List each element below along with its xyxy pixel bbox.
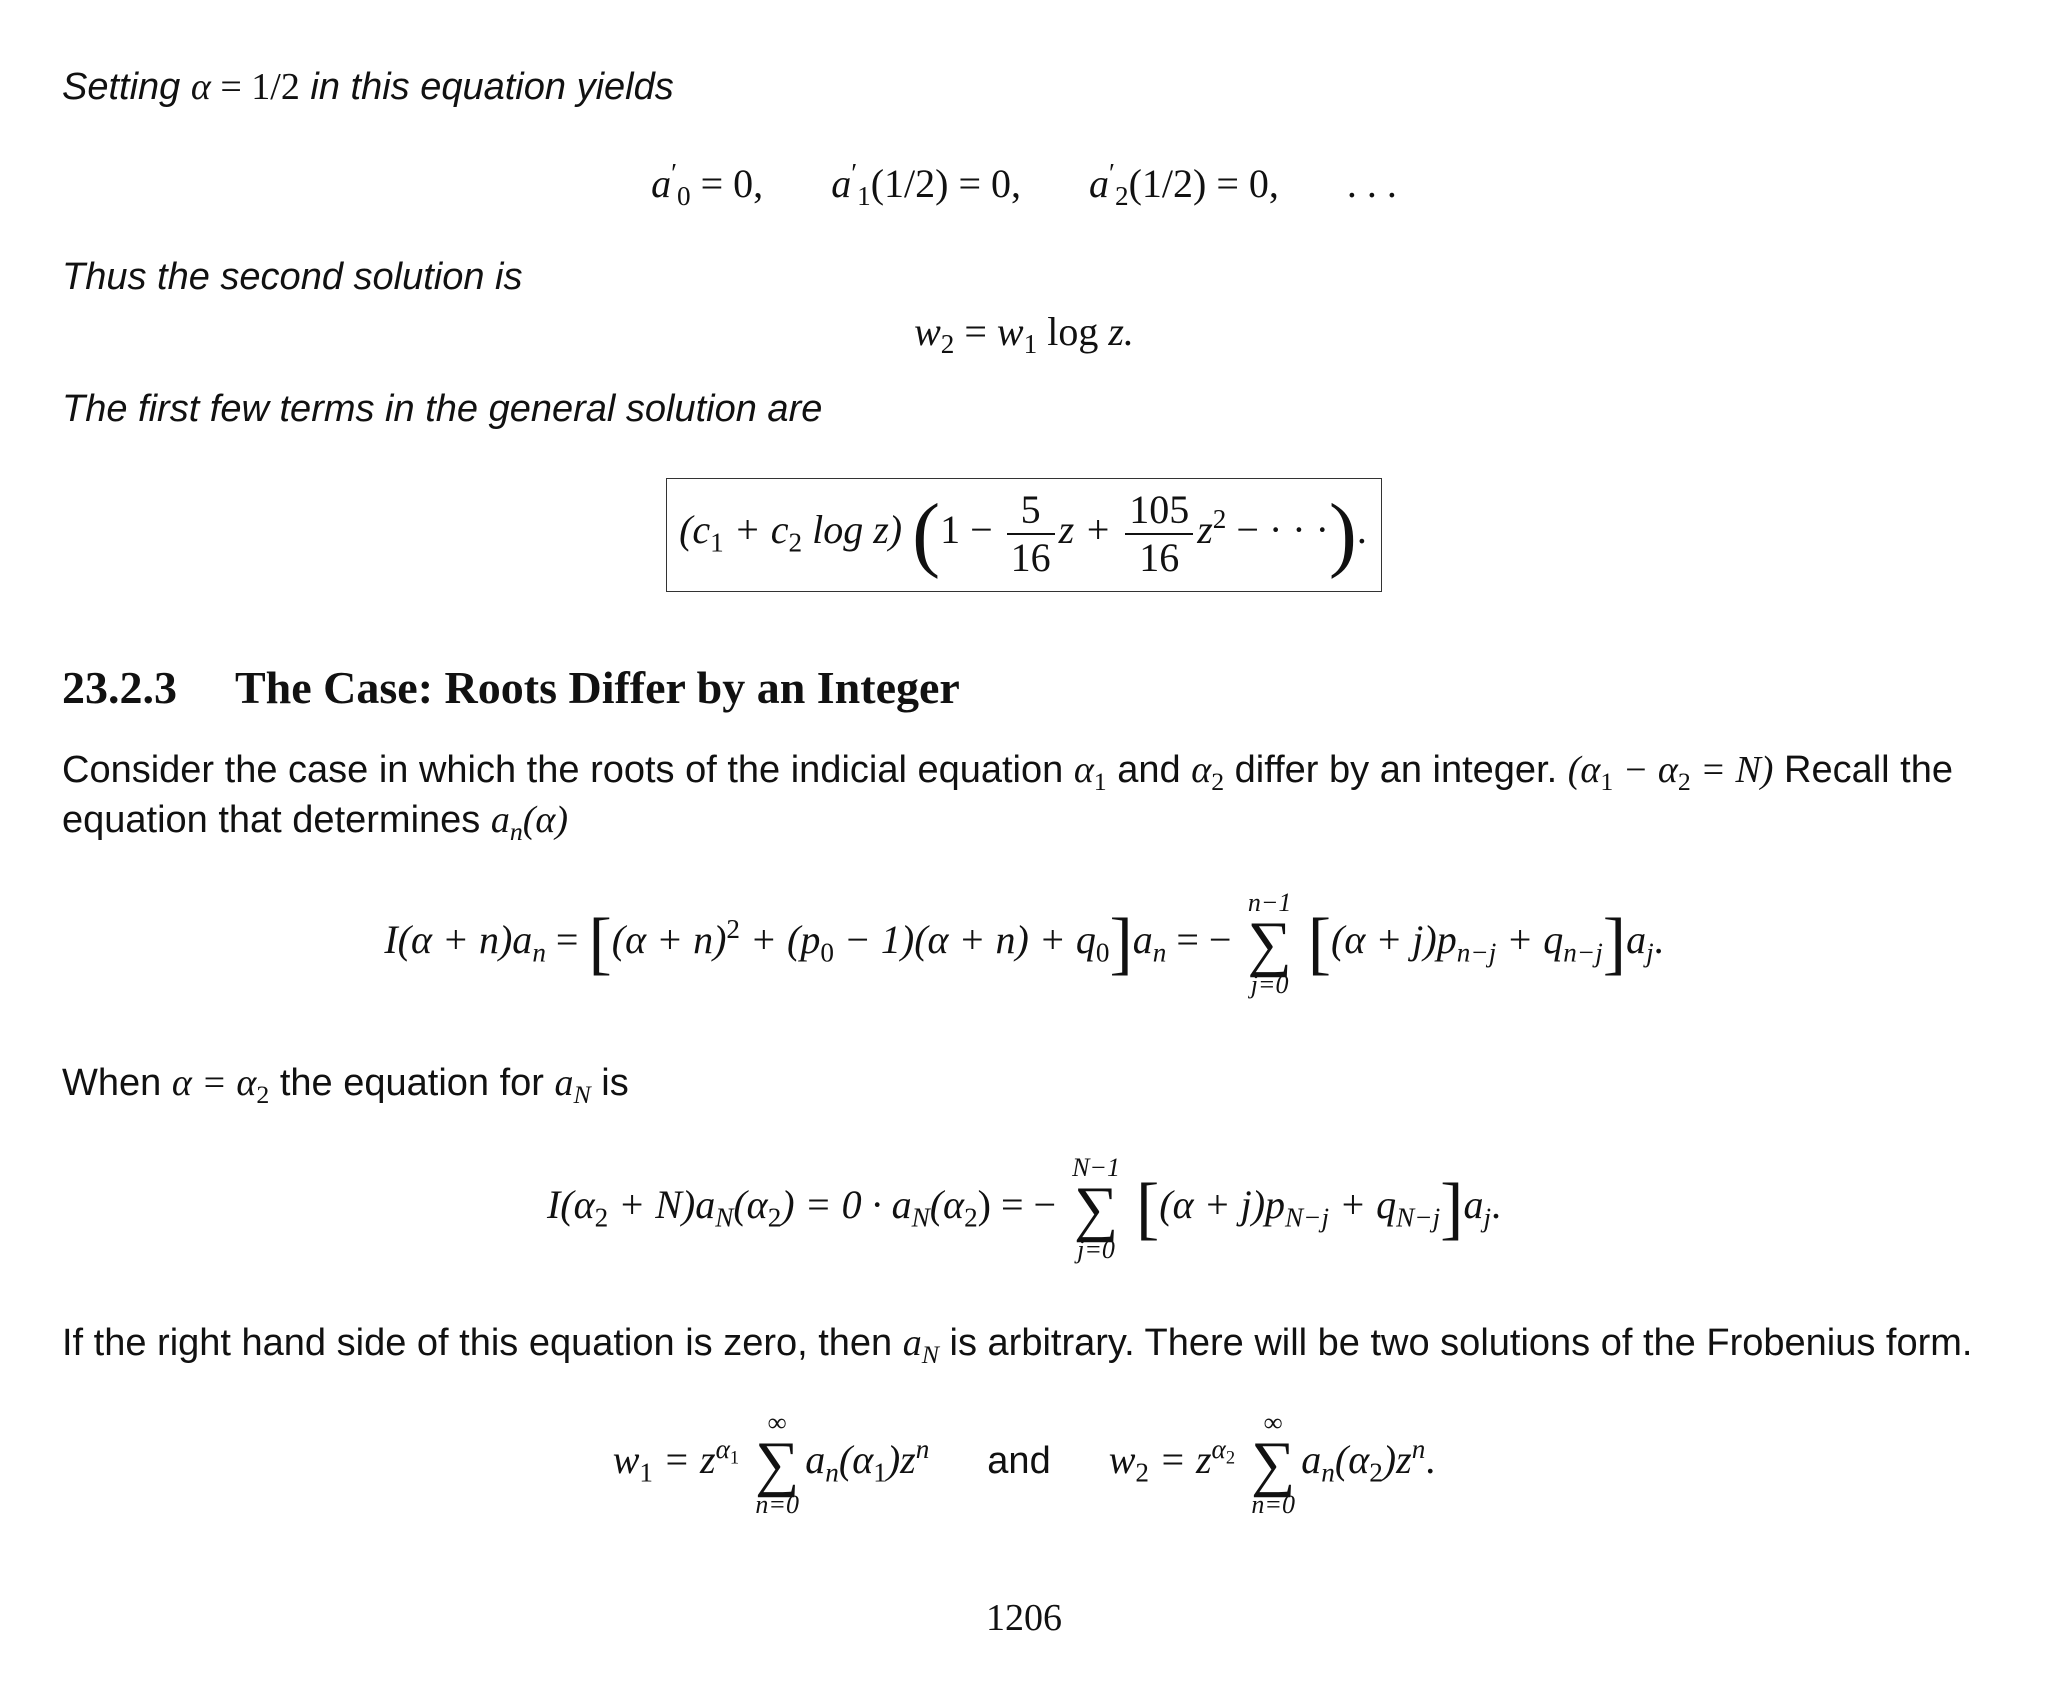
a-symbol: a bbox=[1463, 1182, 1484, 1228]
alpha-plus-j-p: (α + j)p bbox=[1331, 917, 1457, 963]
right-bracket: ] bbox=[1602, 905, 1627, 982]
recurrence-equation bbox=[0, 890, 2048, 998]
equals-zero-dot-a: ) = 0 · a bbox=[781, 1182, 912, 1228]
a-symbol: a bbox=[1301, 1437, 1322, 1483]
subscript-0: 0 bbox=[1095, 937, 1110, 968]
a-symbol: a bbox=[1132, 917, 1153, 963]
summation bbox=[755, 1410, 799, 1518]
equals-N: = N) bbox=[1690, 749, 1774, 791]
plus-q: + q bbox=[1496, 917, 1564, 963]
alpha-plus-j-p: (α + j)p bbox=[1159, 1182, 1286, 1228]
paren-z: )z bbox=[1382, 1437, 1412, 1483]
paren-z: )z bbox=[886, 1437, 916, 1483]
right-paren: ) bbox=[1328, 487, 1357, 580]
if-sentence bbox=[62, 1318, 1972, 1368]
summation bbox=[1251, 1410, 1295, 1518]
general-solution-equation bbox=[0, 478, 2048, 592]
subscript-2: 2 bbox=[1225, 1447, 1236, 1468]
left-bracket: [ bbox=[1307, 905, 1331, 982]
consider-paragraph bbox=[62, 745, 1953, 795]
exponent-alpha1 bbox=[715, 1434, 740, 1468]
fraction-105-16 bbox=[1125, 487, 1193, 581]
argument-half: (1/2) = 0, bbox=[870, 161, 1022, 206]
section-title: The Case: Roots Differ by an Integer bbox=[235, 662, 960, 713]
subscript-2: 2 bbox=[788, 527, 803, 558]
subscript-n: n bbox=[1152, 937, 1167, 968]
sum-upper-limit: N−1 bbox=[1072, 1153, 1120, 1182]
w-symbol: w bbox=[996, 309, 1024, 354]
subscript-n: n bbox=[532, 937, 546, 968]
paren-alpha: (α bbox=[733, 1182, 768, 1228]
subscript-2: 2 bbox=[1211, 766, 1225, 796]
consider-text: Consider the case in which the roots of the indicial equation bbox=[62, 749, 1074, 791]
second-solution-equation bbox=[0, 308, 2048, 360]
alpha-symbol: α bbox=[1191, 749, 1212, 791]
a-symbol: a bbox=[902, 1322, 922, 1364]
exponent-alpha2 bbox=[1211, 1434, 1236, 1468]
subscript-2: 2 bbox=[964, 1202, 978, 1233]
subscript-2: 2 bbox=[767, 1202, 782, 1233]
subscript-N-j: N−j bbox=[1396, 1202, 1441, 1233]
and-text: and bbox=[987, 1440, 1051, 1483]
derivatives-equation bbox=[0, 158, 2048, 212]
equals-half: = 1/2 bbox=[210, 66, 300, 108]
sum-upper-limit: ∞ bbox=[1263, 1408, 1283, 1437]
sigma-symbol: ∑ bbox=[1247, 910, 1292, 978]
section-heading bbox=[62, 660, 960, 716]
a-symbol: a bbox=[490, 799, 510, 841]
period: . bbox=[1356, 507, 1367, 553]
log-z-close: log z) bbox=[802, 507, 903, 553]
thus-sentence: Thus the second solution is bbox=[62, 256, 523, 298]
right-bracket: ] bbox=[1440, 1170, 1464, 1247]
subscript-0: 0 bbox=[677, 181, 691, 212]
consider-paragraph-line2 bbox=[62, 795, 568, 845]
fraction-numerator: 5 bbox=[1007, 487, 1055, 535]
subscript-1: 1 bbox=[1600, 766, 1614, 796]
prime-mark: ′ bbox=[671, 158, 678, 189]
I-alpha: I(α bbox=[546, 1182, 595, 1228]
subscript-j: j bbox=[1483, 1202, 1492, 1233]
minus-one-q: − 1)(α + n) + q bbox=[833, 917, 1096, 963]
argument-half: (1/2) = 0, bbox=[1128, 161, 1279, 206]
equals-zero: = 0, bbox=[690, 161, 764, 206]
subscript-1: 1 bbox=[1023, 329, 1038, 360]
alpha-symbol: α bbox=[1073, 749, 1094, 791]
z-symbol: z bbox=[1197, 507, 1213, 553]
equals-minus: = − bbox=[1166, 917, 1232, 963]
equals-z: = z bbox=[1148, 1437, 1212, 1483]
alpha-symbol: α bbox=[1211, 1434, 1226, 1465]
aN-equation bbox=[0, 1155, 2048, 1263]
when-text: When bbox=[62, 1062, 172, 1104]
one-minus: 1 − bbox=[940, 507, 1003, 553]
subscript-n: n bbox=[509, 816, 523, 846]
plus-p: + (p bbox=[740, 917, 821, 963]
exponent-2: 2 bbox=[726, 914, 741, 945]
first-few-sentence: The first few terms in the general solution are bbox=[62, 388, 823, 430]
period: . bbox=[1491, 1182, 1502, 1228]
paren-alpha: (α bbox=[838, 1437, 874, 1483]
subscript-2: 2 bbox=[256, 1079, 270, 1109]
subscript-1: 1 bbox=[873, 1457, 887, 1488]
equals-sign: = bbox=[545, 917, 589, 963]
w-symbol: w bbox=[1108, 1437, 1136, 1483]
paren-alpha: (α bbox=[929, 1182, 965, 1228]
exponent-n: n bbox=[1411, 1434, 1426, 1465]
alpha-equals-alpha: α = α bbox=[171, 1062, 257, 1104]
determines-text: equation that determines bbox=[62, 799, 491, 841]
left-paren: ( bbox=[912, 487, 941, 580]
prime-mark: ′ bbox=[851, 158, 858, 189]
fraction-numerator: 105 bbox=[1125, 487, 1193, 535]
exponent-2: 2 bbox=[1212, 504, 1227, 535]
subscript-N: N bbox=[573, 1079, 591, 1109]
period: . bbox=[1425, 1437, 1436, 1483]
sum-lower-limit: n=0 bbox=[1251, 1490, 1295, 1519]
subscript-2: 2 bbox=[594, 1202, 609, 1233]
subscript-2: 2 bbox=[1135, 1457, 1149, 1488]
plus-N-a: + N)a bbox=[608, 1182, 716, 1228]
sum-lower-limit: j=0 bbox=[1077, 1235, 1115, 1264]
sigma-symbol: ∑ bbox=[1073, 1175, 1119, 1243]
alpha-argument: (α) bbox=[522, 799, 569, 841]
alpha-symbol: α bbox=[715, 1434, 730, 1465]
ellipsis: . . . bbox=[1346, 161, 1397, 206]
fraction-denominator: 16 bbox=[1139, 535, 1180, 580]
subscript-1: 1 bbox=[639, 1457, 653, 1488]
left-bracket: [ bbox=[588, 905, 612, 982]
minus-alpha2: − α bbox=[1613, 749, 1678, 791]
a-symbol: a bbox=[1626, 917, 1647, 963]
z-plus: z + bbox=[1058, 507, 1122, 553]
a-symbol: a bbox=[831, 161, 852, 206]
and-text: and bbox=[1106, 749, 1192, 791]
subscript-2: 2 bbox=[1115, 181, 1129, 212]
paren-alpha1: (α bbox=[1567, 749, 1601, 791]
log-operator: log bbox=[1037, 309, 1109, 354]
equals-minus: ) = − bbox=[977, 1182, 1057, 1228]
differ-text: differ by an integer. bbox=[1224, 749, 1568, 791]
sigma-symbol: ∑ bbox=[1251, 1430, 1296, 1498]
sum-lower-limit: j=0 bbox=[1250, 970, 1289, 999]
subscript-n: n bbox=[825, 1457, 839, 1488]
plus-q: + q bbox=[1329, 1182, 1397, 1228]
paren-alpha: (α bbox=[1334, 1437, 1370, 1483]
subscript-2: 2 bbox=[1677, 766, 1691, 796]
alpha-symbol: α bbox=[190, 66, 211, 108]
z-symbol: z. bbox=[1108, 309, 1134, 354]
c1-open: (c bbox=[679, 507, 711, 553]
subscript-N-j: N−j bbox=[1285, 1202, 1330, 1233]
a-symbol: a bbox=[651, 161, 672, 206]
intro-sentence bbox=[62, 62, 674, 112]
summation bbox=[1247, 890, 1291, 998]
subscript-2: 2 bbox=[1369, 1457, 1383, 1488]
section-number: 23.2.3 bbox=[62, 662, 177, 713]
prime-mark: ′ bbox=[1109, 158, 1115, 189]
subscript-2: 2 bbox=[940, 329, 955, 360]
subscript-n-j: n−j bbox=[1456, 937, 1497, 968]
arbitrary-text: is arbitrary. There will be two solutions of the Frobenius form. bbox=[938, 1322, 1973, 1364]
intro-text-yields: in this equation yields bbox=[299, 66, 674, 108]
subscript-1: 1 bbox=[857, 181, 871, 212]
general-solution-box bbox=[666, 478, 1382, 592]
recall-text: Recall the bbox=[1773, 749, 1953, 791]
a-symbol: a bbox=[805, 1437, 826, 1483]
right-bracket: ] bbox=[1109, 905, 1133, 982]
subscript-0: 0 bbox=[820, 937, 834, 968]
page-number: 1206 bbox=[986, 1597, 1062, 1639]
fraction-denominator: 16 bbox=[1010, 535, 1051, 580]
alpha-plus-n: (α + n) bbox=[611, 917, 727, 963]
plus-c2: + c bbox=[723, 507, 789, 553]
fraction-5-16 bbox=[1007, 487, 1055, 581]
frobenius-equation bbox=[0, 1410, 2048, 1518]
subscript-1: 1 bbox=[710, 527, 724, 558]
subscript-N: N bbox=[921, 1339, 939, 1369]
subscript-j: j bbox=[1646, 937, 1654, 968]
w-symbol: w bbox=[612, 1437, 640, 1483]
subscript-n: n bbox=[1321, 1457, 1335, 1488]
sum-upper-limit: ∞ bbox=[767, 1408, 787, 1437]
minus-dots: − · · · bbox=[1226, 507, 1329, 553]
summation bbox=[1072, 1155, 1120, 1263]
lhs-expression: I(α + n)a bbox=[384, 917, 533, 963]
equals-sign: = bbox=[954, 309, 997, 354]
subscript-N: N bbox=[911, 1202, 930, 1233]
when-sentence bbox=[62, 1058, 629, 1108]
a-symbol: a bbox=[554, 1062, 574, 1104]
if-text: If the right hand side of this equation is zero, then bbox=[62, 1322, 903, 1364]
sum-lower-limit: n=0 bbox=[755, 1490, 799, 1519]
exponent-n: n bbox=[915, 1434, 930, 1465]
subscript-N: N bbox=[715, 1202, 734, 1233]
is-text: is bbox=[590, 1062, 629, 1104]
subscript-1: 1 bbox=[729, 1447, 740, 1468]
w-symbol: w bbox=[914, 309, 941, 354]
sigma-symbol: ∑ bbox=[755, 1430, 800, 1498]
sum-upper-limit: n−1 bbox=[1247, 888, 1292, 917]
equation-for-text: the equation for bbox=[269, 1062, 555, 1104]
a-symbol: a bbox=[1089, 161, 1110, 206]
subscript-n-j: n−j bbox=[1563, 937, 1603, 968]
subscript-1: 1 bbox=[1093, 766, 1107, 796]
intro-text-setting: Setting bbox=[62, 66, 181, 108]
equals-z: = z bbox=[653, 1437, 716, 1483]
left-bracket: [ bbox=[1135, 1170, 1160, 1247]
period: . bbox=[1653, 917, 1664, 963]
